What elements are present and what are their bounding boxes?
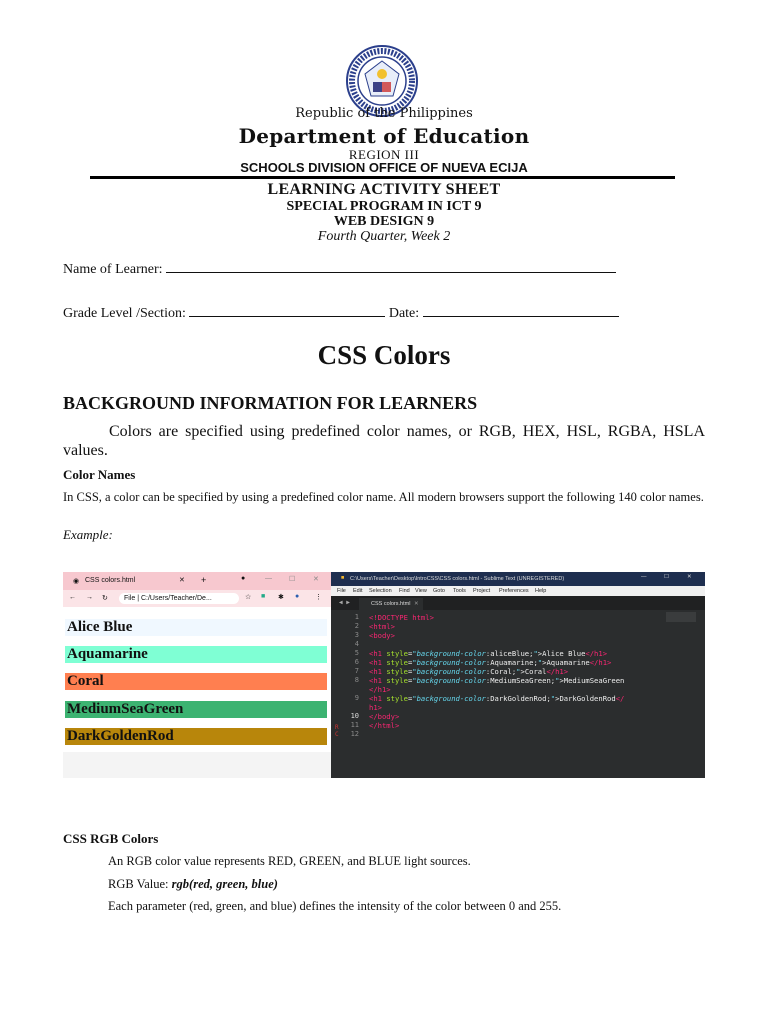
color-row-label: MediumSeaGreen	[67, 701, 184, 717]
code-line: <h1 style="background-color:Aquamarine;">Aquamarine</h1>	[369, 658, 612, 667]
color-row-label: Alice Blue	[67, 619, 133, 635]
editor-tab-close-icon[interactable]: ✕	[414, 601, 419, 607]
code-line: <!DOCTYPE html>	[369, 613, 434, 622]
menu-tools[interactable]: Tools	[453, 587, 466, 594]
menu-help[interactable]: Help	[535, 587, 547, 594]
line-number: 5	[354, 649, 359, 657]
line-number: 11	[350, 721, 359, 729]
menu-file[interactable]: File	[337, 587, 346, 594]
maximize-icon[interactable]: ☐	[289, 576, 296, 583]
rgb-paragraph: An RGB color value represents RED, GREEN, and BLUE light sources.	[108, 854, 471, 868]
grade-blank[interactable]	[189, 304, 385, 317]
code-line: <h1 style="background-color:DarkGoldenRod;">DarkGoldenRod</	[369, 694, 625, 703]
editor-close-icon[interactable]: ✕	[687, 574, 692, 580]
forward-icon[interactable]: →	[86, 594, 93, 601]
color-row-aquamarine	[65, 646, 327, 663]
rgb-heading: CSS RGB Colors	[63, 831, 159, 846]
code-line: h1>	[369, 703, 382, 712]
header-divider	[90, 176, 675, 179]
menu-find[interactable]: Find	[399, 587, 410, 594]
new-tab-icon[interactable]: +	[201, 575, 207, 585]
puzzle-icon[interactable]: ✱	[278, 594, 284, 601]
code-line: <h1 style="background-color:aliceBlue;">Alice Blue</h1>	[369, 649, 608, 658]
quarter-line: Fourth Quarter, Week 2	[317, 229, 451, 244]
learner-name-field	[63, 260, 616, 278]
line-number: 8	[354, 676, 359, 684]
reload-icon[interactable]: ↻	[102, 595, 108, 602]
code-line: <html>	[369, 622, 395, 631]
division-line: SCHOOLS DIVISION OFFICE OF NUEVA ECIJA	[240, 160, 528, 175]
color-row-darkgoldenrod	[65, 728, 327, 745]
color-row-label: DarkGoldenRod	[67, 728, 174, 744]
browser-tab-title[interactable]: CSS colors.html	[85, 577, 136, 584]
more-icon[interactable]: ⋮	[315, 594, 322, 601]
rgb-value-formula: rgb(red, green, blue)	[171, 877, 278, 891]
menu-preferences[interactable]: Preferences	[499, 587, 529, 594]
color-row-label: Aquamarine	[67, 646, 148, 662]
line-number: 9	[354, 694, 359, 702]
republic-line: Republic of the Philippines	[295, 106, 473, 121]
line-number: 3	[354, 631, 359, 639]
menu-goto[interactable]: Goto	[433, 587, 445, 594]
sublime-logo-icon: ■	[341, 575, 345, 581]
section-heading: BACKGROUND INFORMATION FOR LEARNERS	[63, 393, 478, 413]
close-window-icon[interactable]: ✕	[313, 576, 319, 583]
url-field[interactable]	[119, 593, 239, 604]
line-number: 2	[354, 622, 359, 630]
editor-maximize-icon[interactable]: ☐	[664, 574, 669, 580]
grade-label: Grade Level /Section:	[63, 306, 186, 321]
main-title: CSS Colors	[317, 340, 451, 370]
line-number: 7	[354, 667, 359, 675]
menu-edit[interactable]: Edit	[353, 587, 363, 594]
code-line: <h1 style="background-color:Coral;">Coral</h1>	[369, 667, 569, 676]
date-label: Date:	[388, 306, 420, 321]
department-name: Department of Education	[238, 124, 530, 148]
date-blank[interactable]	[423, 304, 619, 317]
extension-icon[interactable]: ■	[261, 593, 266, 600]
sublime-editor	[331, 572, 705, 778]
profile-dot-icon[interactable]: ●	[241, 575, 246, 582]
line-number: 6	[354, 658, 359, 666]
minimize-icon[interactable]: —	[265, 575, 272, 582]
color-row-aliceblue	[65, 619, 327, 636]
color-row-coral	[65, 673, 327, 690]
editor-minimize-icon[interactable]: —	[641, 574, 647, 580]
color-names-paragraph: In CSS, a color can be specified by using a predefined color name. All modern browsers support the following 140 color names.	[63, 490, 704, 504]
subject-line: WEB DESIGN 9	[333, 214, 435, 229]
avatar[interactable]: ●	[295, 593, 300, 600]
editor-menu-bar	[331, 586, 705, 596]
code-line: </html>	[369, 721, 400, 730]
line-number: 10	[350, 712, 359, 720]
browser-footer-area	[63, 752, 331, 778]
editor-window-title: C:\Users\Teacher\Desktop\IntroCSS\CSS colors.html - Sublime Text (UNREGISTERED)	[350, 575, 565, 582]
browser-address-bar	[63, 590, 331, 607]
lead-paragraph: Colors are specified using predefined color names, or RGB, HEX, HSL, RGBA, HSLA values.	[63, 423, 705, 459]
sheet-title: LEARNING ACTIVITY SHEET	[267, 181, 501, 198]
browser-screenshot	[63, 572, 331, 778]
region-line: REGION III	[348, 147, 420, 162]
editor-title-bar	[331, 572, 705, 586]
menu-project[interactable]: Project	[473, 587, 491, 594]
learner-name-blank[interactable]	[166, 260, 616, 273]
color-row-label: Coral	[67, 673, 104, 689]
code-line: </h1>	[369, 685, 391, 694]
browser-tab-bar	[63, 572, 331, 590]
back-icon[interactable]: ←	[69, 594, 76, 601]
code-line: <h1 style="background-color:MediumSeaGreen;">MediumSeaGreen	[369, 676, 625, 685]
code-line: <body>	[369, 631, 395, 640]
editor-tab[interactable]	[359, 598, 423, 610]
line-number: 12	[350, 730, 359, 738]
browser-favicon-icon: ◉	[73, 578, 80, 585]
color-names-heading: Color Names	[63, 467, 136, 482]
grade-date-field	[63, 304, 619, 322]
menu-selection[interactable]: Selection	[369, 587, 392, 594]
color-row-mediumseagreen	[65, 701, 327, 718]
learner-label: Name of Learner:	[63, 262, 163, 277]
url-text: File | C:/Users/Teacher/De...	[124, 595, 212, 602]
close-tab-icon[interactable]: ✕	[179, 577, 185, 584]
rgb-value-line	[108, 877, 708, 892]
rgb-intensity-paragraph: Each parameter (red, green, and blue) defines the intensity of the color between 0 and 255.	[108, 899, 562, 913]
rgb-value-label: RGB Value:	[108, 877, 172, 891]
minimap[interactable]	[666, 612, 696, 622]
code-line: </body>	[369, 712, 400, 721]
gutter-markers: R C	[335, 724, 339, 738]
menu-view[interactable]: View	[415, 587, 427, 594]
line-number: 4	[354, 640, 359, 648]
example-label: Example:	[63, 527, 113, 542]
program-line: SPECIAL PROGRAM IN ICT 9	[286, 199, 482, 214]
line-number: 1	[354, 613, 359, 621]
star-icon[interactable]: ☆	[245, 594, 252, 601]
editor-tab-label: CSS colors.html	[371, 601, 411, 607]
tab-scroll-icon[interactable]: ◀ ▶	[339, 599, 350, 606]
